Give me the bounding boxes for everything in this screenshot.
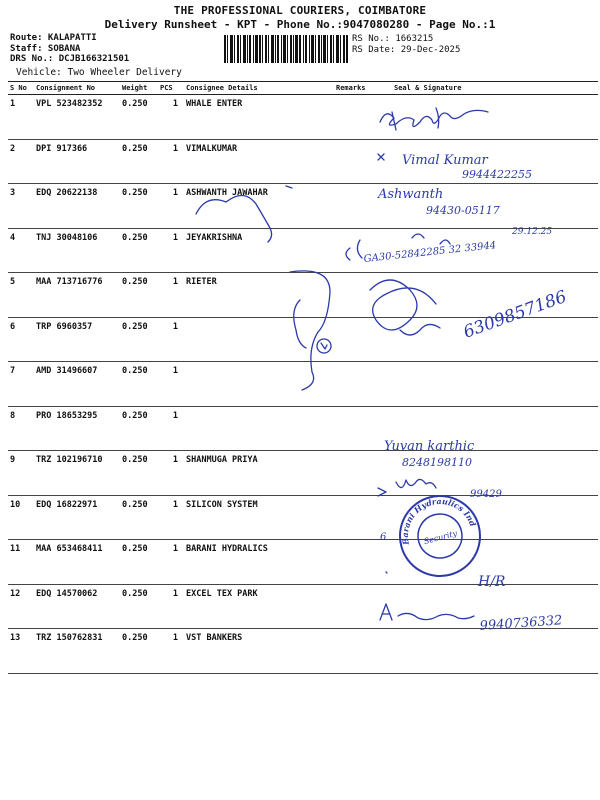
cell-consignee: JEYAKRISHNA [184,228,334,273]
cell-remarks [334,406,392,451]
cell-pcs: 1 [158,540,184,585]
cell-sno: 12 [8,584,34,629]
cell-sno: 11 [8,540,34,585]
cell-signature [392,273,598,318]
cell-pcs: 1 [158,184,184,229]
cell-weight: 0.250 [120,184,158,229]
cell-consignee: SILICON SYSTEM [184,495,334,540]
cell-consignment: EDQ 14570062 [34,584,120,629]
table-row [8,451,598,496]
cell-weight: 0.250 [120,317,158,362]
header-left-block [10,33,129,65]
table-row [8,95,598,140]
cell-consignment: TRZ 102196710 [34,451,120,496]
hw-row2-name: Vimal Kumar [402,153,488,168]
route-text: Route: KALAPATTI [10,33,97,43]
cell-signature [392,139,598,184]
cell-pcs: 1 [158,584,184,629]
cell-signature [392,584,598,629]
cell-sno: 3 [8,184,34,229]
cell-consignment: MAA 653468411 [34,540,120,585]
cell-remarks [334,317,392,362]
cell-consignment: TNJ 30048106 [34,228,120,273]
cell-consignment: TRP 6960357 [34,317,120,362]
cell-pcs: 1 [158,317,184,362]
cell-sno: 4 [8,228,34,273]
cell-signature [392,95,598,140]
col-header-consignee: Consignee Details [184,82,334,95]
cell-pcs: 1 [158,228,184,273]
cell-sno: 6 [8,317,34,362]
cell-pcs: 1 [158,451,184,496]
hw-row13-phone: 9940736332 [479,613,563,634]
cell-consignee: WHALE ENTER [184,95,334,140]
company-title: THE PROFESSIONAL COURIERS, COIMBATORE [173,4,427,17]
cell-sno: 13 [8,629,34,674]
table-row [8,139,598,184]
hw-row4-date: 29.12.25 [512,227,553,237]
cell-pcs: 1 [158,406,184,451]
cell-signature [392,406,598,451]
runsheet-title: Delivery Runsheet - KPT - Phone No.:9047080280 - Page No.:1 [104,18,496,31]
cell-remarks [334,629,392,674]
hw-row3-name: Ashwanth [378,187,444,202]
cell-consignee: VIMALKUMAR [184,139,334,184]
cell-remarks [334,495,392,540]
cell-weight: 0.250 [120,584,158,629]
cell-sno: 8 [8,406,34,451]
hw-row9-name: Yuvan karthic [384,439,475,454]
drs-text: DRS No.: DCJB166321501 [10,54,130,64]
cell-consignee [184,317,334,362]
cell-consignment: VPL 523482352 [34,95,120,140]
cell-remarks [334,184,392,229]
table-row [8,184,598,229]
table-row [8,406,598,451]
cell-remarks [334,95,392,140]
seal-inner-text: Security [422,528,458,547]
staff-text: Staff: SOBANA [10,43,81,54]
hw-row4-phone: GA30-52842285 32 33944 [363,240,497,265]
cell-sno: 9 [8,451,34,496]
seal-text: Barani Hydraulics India [399,495,479,546]
cell-remarks [334,584,392,629]
cell-weight: 0.250 [120,451,158,496]
hw-row3-phone: 94430-05117 [426,204,500,217]
table-row [8,228,598,273]
hw-row10-phone: 99429 [470,489,502,500]
cell-consignment: TRZ 150762831 [34,629,120,674]
cell-remarks [334,228,392,273]
cell-sno: 7 [8,362,34,407]
cell-consignee: RIETER [184,273,334,318]
table-row [8,584,598,629]
col-header-consignment: Consignment No [34,82,120,95]
table-row [8,629,598,674]
cell-sno: 5 [8,273,34,318]
cell-signature [392,540,598,585]
cell-remarks [334,540,392,585]
cell-signature [392,184,598,229]
cell-remarks [334,451,392,496]
cell-remarks [334,362,392,407]
cell-consignee [184,362,334,407]
cell-signature [392,228,598,273]
cell-weight: 0.250 [120,95,158,140]
hw-row12-mark: H/R [478,574,506,590]
barcode-image [224,35,348,63]
cell-signature [392,362,598,407]
cell-pcs: 1 [158,139,184,184]
table-row [8,540,598,585]
cell-weight: 0.250 [120,228,158,273]
cell-sno: 1 [8,95,34,140]
col-header-sno: S No [8,82,34,95]
cell-signature [392,317,598,362]
cell-consignee: VST BANKERS [184,629,334,674]
hw-row9-phone: 8248198110 [402,456,472,469]
cell-signature [392,451,598,496]
col-header-remarks: Remarks [334,82,392,95]
cell-consignee: EXCEL TEX PARK [184,584,334,629]
vehicle-text: Vehicle: Two Wheeler Delivery [16,67,182,78]
cell-consignee: ASHWANTH JAWAHAR [184,184,334,229]
cell-consignment: EDQ 20622138 [34,184,120,229]
col-header-pcs: PCS [158,82,184,95]
col-header-signature: Seal & Signature [392,82,598,95]
header-right-block [352,34,460,55]
cell-consignment: EDQ 16822971 [34,495,120,540]
hw-row5-phone: 6309857186 [460,286,570,343]
table-row [8,273,598,318]
cell-weight: 0.250 [120,495,158,540]
cell-weight: 0.250 [120,273,158,318]
col-header-weight: Weight [120,82,158,95]
rs-no-text: RS No.: 1663215 [352,34,434,44]
cell-pcs: 1 [158,362,184,407]
cell-consignee: SHANMUGA PRIYA [184,451,334,496]
cell-signature [392,495,598,540]
cell-weight: 0.250 [120,362,158,407]
cell-consignee: BARANI HYDRALICS [184,540,334,585]
hw-row2-phone: 9944422255 [462,168,532,181]
cell-weight: 0.250 [120,540,158,585]
cell-signature [392,629,598,674]
table-row [8,495,598,540]
runsheet-table [8,81,598,674]
cell-pcs: 1 [158,629,184,674]
cell-pcs: 1 [158,273,184,318]
cell-sno: 2 [8,139,34,184]
cell-pcs: 1 [158,495,184,540]
cell-weight: 0.250 [120,629,158,674]
cell-consignment: AMD 31496607 [34,362,120,407]
cell-sno: 10 [8,495,34,540]
cell-weight: 0.250 [120,139,158,184]
cell-pcs: 1 [158,95,184,140]
cell-consignment: DPI 917366 [34,139,120,184]
rs-date-text: RS Date: 29-Dec-2025 [352,44,461,55]
table-row [8,362,598,407]
cell-weight: 0.250 [120,406,158,451]
cell-consignment: MAA 713716776 [34,273,120,318]
cell-remarks [334,139,392,184]
cell-consignment: PRO 18653295 [34,406,120,451]
table-row [8,317,598,362]
cell-consignee [184,406,334,451]
hw-row11-mark: 6 [380,532,387,543]
table-header-row [8,82,598,95]
cell-remarks [334,273,392,318]
